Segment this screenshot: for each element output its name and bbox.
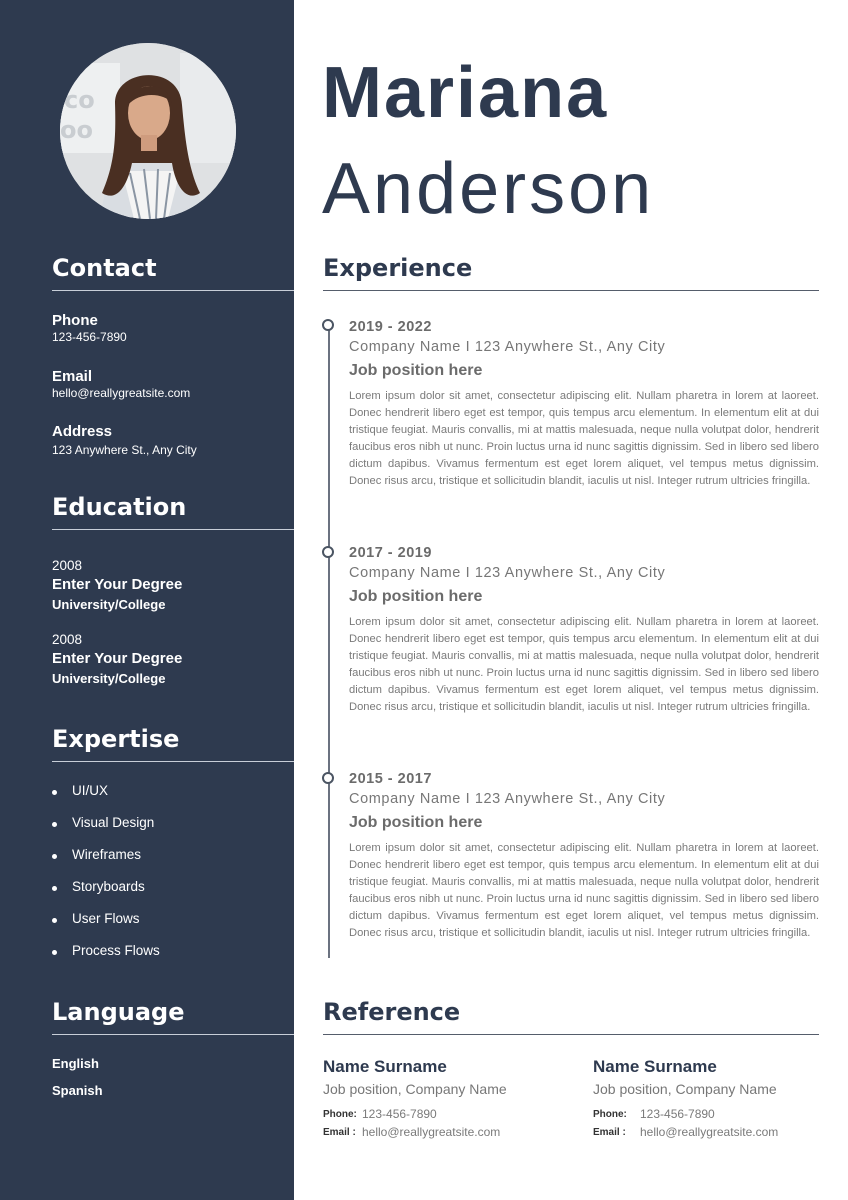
expertise-item: UI/UX [72,783,109,798]
experience-company: Company Name I 123 Anywhere St., Any City [349,565,666,581]
language-item: English [52,1056,99,1071]
contact-divider [52,290,294,291]
reference-email-label: Email : [323,1127,356,1138]
reference-email-label: Email : [593,1127,626,1138]
timeline-dot-icon [322,319,334,331]
education-degree: Enter Your Degree [52,576,183,593]
education-heading: Education [52,493,187,521]
reference-phone: 123-456-7890 [640,1107,715,1121]
experience-heading: Experience [323,254,473,282]
svg-text:co: co [64,86,95,114]
phone-value: 123-456-7890 [52,330,127,344]
language-heading: Language [52,998,185,1026]
experience-position: Job position here [349,588,483,605]
experience-company: Company Name I 123 Anywhere St., Any City [349,339,666,355]
bullet-icon [52,790,57,795]
bullet-icon [52,950,57,955]
experience-description: Lorem ipsum dolor sit amet, consectetur adipiscing elit. Nullam pharetra in lorem at laoreet. Donec hendrerit libero eget est tempor, quis tempus arcu elementum. In elementum elit at dui tristique feugiat. Mauris convallis, mi at mattis malesuada, neque nulla volutpat dolor, hendrerit faucibus eros nibh ut nunc. Proin luctus urna id nunc sagittis dignissim. Sed in libero sed libero dictum dapibus. Vivamus fermentum est eget lorem aliquet, vel tempus metus dignissim. Donec risus arcu, tristique et sollicitudin blandit, iaculis ut nisl. Integer rutrum ultricies fringilla. [349,842,819,939]
reference-name: Name Surname [323,1057,447,1076]
education-school: University/College [52,671,166,686]
bullet-icon [52,854,57,859]
experience-description: Lorem ipsum dolor sit amet, consectetur adipiscing elit. Nullam pharetra in lorem at laoreet. Donec hendrerit libero eget est tempor, quis tempus arcu elementum. In elementum elit at dui tristique feugiat. Mauris convallis, mi at mattis malesuada, neque nulla volutpat dolor, hendrerit faucibus eros nibh ut nunc. Proin luctus urna id nunc sagittis dignissim. Sed in libero sed libero dictum dapibus. Vivamus fermentum est eget lorem aliquet, vel tempus metus dignissim. Donec risus arcu, tristique et sollicitudin blandit, iaculis ut nisl. Integer rutrum ultricies fringilla. [349,616,819,713]
reference-phone: 123-456-7890 [362,1107,437,1121]
reference-email: hello@reallygreatsite.com [640,1125,779,1139]
reference-phone-label: Phone: [323,1109,357,1120]
reference-divider [323,1034,819,1035]
reference-phone-label: Phone: [593,1109,627,1120]
reference-position: Job position, Company Name [593,1081,777,1097]
experience-company: Company Name I 123 Anywhere St., Any City [349,791,666,807]
contact-heading: Contact [52,254,157,282]
expertise-heading: Expertise [52,725,180,753]
timeline-dot-icon [322,546,334,558]
email-label: Email [52,368,93,385]
expertise-divider [52,761,294,762]
experience-description: Lorem ipsum dolor sit amet, consectetur adipiscing elit. Nullam pharetra in lorem at laoreet. Donec hendrerit libero eget est tempor, quis tempus arcu elementum. In elementum elit at dui tristique feugiat. Mauris convallis, mi at mattis malesuada, neque nulla volutpat dolor, hendrerit faucibus eros nibh ut nunc. Proin luctus urna id nunc sagittis dignissim. Sed in libero sed libero dictum dapibus. Vivamus fermentum est eget lorem aliquet, vel tempus metus dignissim. Donec risus arcu, tristique et sollicitudin blandit, iaculis ut nisl. Integer rutrum ultricies fringilla. [349,390,819,487]
education-year: 2008 [52,558,83,573]
bullet-icon [52,886,57,891]
education-divider [52,529,294,530]
education-degree: Enter Your Degree [52,650,183,667]
timeline-dot-icon [322,772,334,784]
bullet-icon [52,918,57,923]
svg-text:oo: oo [60,116,93,144]
sidebar [0,0,294,1200]
email-value: hello@reallygreatsite.com [52,386,191,400]
expertise-item: Process Flows [72,943,160,958]
experience-years: 2017 - 2019 [349,545,432,561]
education-year: 2008 [52,632,83,647]
education-school: University/College [52,597,166,612]
reference-heading: Reference [323,998,461,1026]
reference-name: Name Surname [593,1057,717,1076]
experience-position: Job position here [349,814,483,831]
reference-email: hello@reallygreatsite.com [362,1125,501,1139]
last-name: Anderson [322,149,655,229]
timeline-line [328,326,330,958]
first-name: Mariana [322,53,609,133]
experience-years: 2015 - 2017 [349,771,432,787]
profile-photo [60,43,236,219]
language-item: Spanish [52,1083,103,1098]
expertise-item: Visual Design [72,815,155,830]
phone-label: Phone [52,312,98,329]
address-value: 123 Anywhere St., Any City [52,443,197,457]
expertise-item: User Flows [72,911,140,926]
language-divider [52,1034,294,1035]
expertise-item: Storyboards [72,879,145,894]
experience-years: 2019 - 2022 [349,319,432,335]
address-label: Address [52,423,113,440]
bullet-icon [52,822,57,827]
reference-position: Job position, Company Name [323,1081,507,1097]
experience-divider [323,290,819,291]
experience-position: Job position here [349,362,483,379]
expertise-item: Wireframes [72,847,142,862]
